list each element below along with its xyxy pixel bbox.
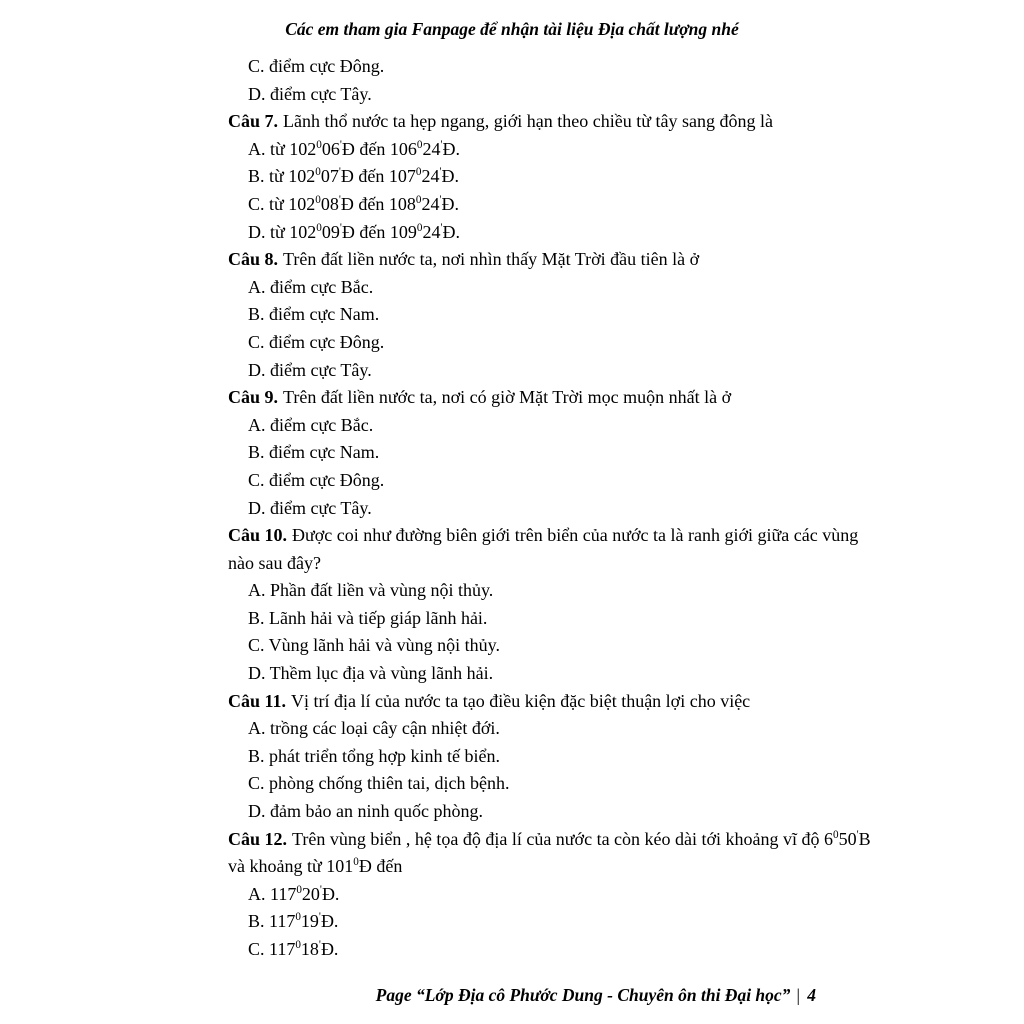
question-block-previous — [228, 53, 874, 108]
answer-option: B. Lãnh hải và tiếp giáp lãnh hải. — [248, 607, 488, 628]
question-text: Trên đất liền nước ta, nơi có giờ Mặt Trời mọc muộn nhất là ở — [283, 387, 732, 408]
answer-option: C. từ $102^008'Đ$ đến $108^024'Đ$. — [248, 193, 459, 214]
page-header: Các em tham gia Fanpage để nhận tài liệu Địa chất lượng nhé — [285, 19, 739, 39]
question-number: Câu 12. — [228, 828, 288, 849]
answer-option: D. điểm cực Tây. — [248, 83, 372, 104]
question-stem — [228, 384, 874, 412]
answer-option: B. $117^019'Đ$. — [248, 911, 339, 932]
answer-option: B. điểm cực Nam. — [248, 304, 380, 325]
answer-option: D. từ $102^009'Đ$ đến $109^024'Đ$. — [248, 221, 460, 242]
answer-option: A. trồng các loại cây cận nhiệt đới. — [248, 718, 500, 739]
page-footer — [0, 984, 816, 1006]
question-block-12 — [228, 826, 874, 964]
question-stem — [228, 522, 874, 577]
question-text: Được coi như đường biên giới trên biển của nước ta là ranh giới giữa các vùng nào sau đây? — [228, 525, 859, 573]
question-block-8 — [228, 246, 874, 384]
answer-option: D. đảm bảo an ninh quốc phòng. — [248, 801, 483, 822]
answer-option: B. điểm cực Nam. — [248, 442, 380, 463]
question-number: Câu 7. — [228, 111, 279, 132]
question-stem — [228, 826, 874, 881]
question-block-10 — [228, 522, 874, 688]
answer-option: A. từ $102^006'Đ$ đến $106^024'Đ$. — [248, 138, 460, 159]
answer-option: D. điểm cực Tây. — [248, 497, 372, 518]
answer-option: C. $117^018'Đ$. — [248, 939, 339, 959]
answer-option: A. điểm cực Bắc. — [248, 276, 374, 297]
footer-separator: | — [795, 985, 801, 1005]
footer-text: Page “Lớp Địa cô Phước Dung - Chuyên ôn thi Đại học” — [375, 985, 791, 1005]
answer-option: A. $117^020'Đ$. — [248, 883, 340, 904]
answer-option: C. điểm cực Đông. — [248, 469, 385, 490]
answer-option: A. Phần đất liền và vùng nội thủy. — [248, 580, 494, 601]
answer-option: C. Vùng lãnh hải và vùng nội thủy. — [248, 635, 500, 656]
answer-option: C. điểm cực Đông. — [248, 56, 385, 76]
answer-option: B. từ $102^007'Đ$ đến $107^024'Đ$. — [248, 166, 459, 187]
question-number: Câu 10. — [228, 525, 288, 546]
question-block-11 — [228, 688, 874, 826]
answer-option: B. phát triển tổng hợp kinh tế biển. — [248, 745, 500, 766]
question-stem — [228, 688, 874, 716]
answer-option: A. điểm cực Bắc. — [248, 414, 374, 435]
question-stem — [228, 246, 874, 274]
footer-page-number: 4 — [807, 985, 816, 1005]
question-number: Câu 9. — [228, 387, 279, 408]
question-text: Trên đất liền nước ta, nơi nhìn thấy Mặt Trời đầu tiên là ở — [283, 249, 700, 270]
answer-option: D. điểm cực Tây. — [248, 359, 372, 380]
question-text: Trên vùng biển , hệ tọa độ địa lí của nước ta còn kéo dài tới khoảng vĩ độ $6^050'B$ và khoảng từ $101^0Đ$ đến — [228, 828, 871, 877]
answer-option: D. Thềm lục địa và vùng lãnh hải. — [248, 663, 494, 684]
question-block-7 — [228, 108, 874, 246]
question-block-9 — [228, 384, 874, 522]
question-text: Vị trí địa lí của nước ta tạo điều kiện đặc biệt thuận lợi cho việc — [291, 690, 751, 711]
question-number: Câu 8. — [228, 249, 279, 270]
document-content — [228, 53, 874, 964]
answer-option: C. điểm cực Đông. — [248, 331, 385, 352]
question-number: Câu 11. — [228, 690, 287, 711]
answer-option: C. phòng chống thiên tai, dịch bệnh. — [248, 773, 510, 794]
question-stem — [228, 108, 874, 136]
question-text: Lãnh thổ nước ta hẹp ngang, giới hạn theo chiều từ tây sang đông là — [283, 111, 773, 132]
